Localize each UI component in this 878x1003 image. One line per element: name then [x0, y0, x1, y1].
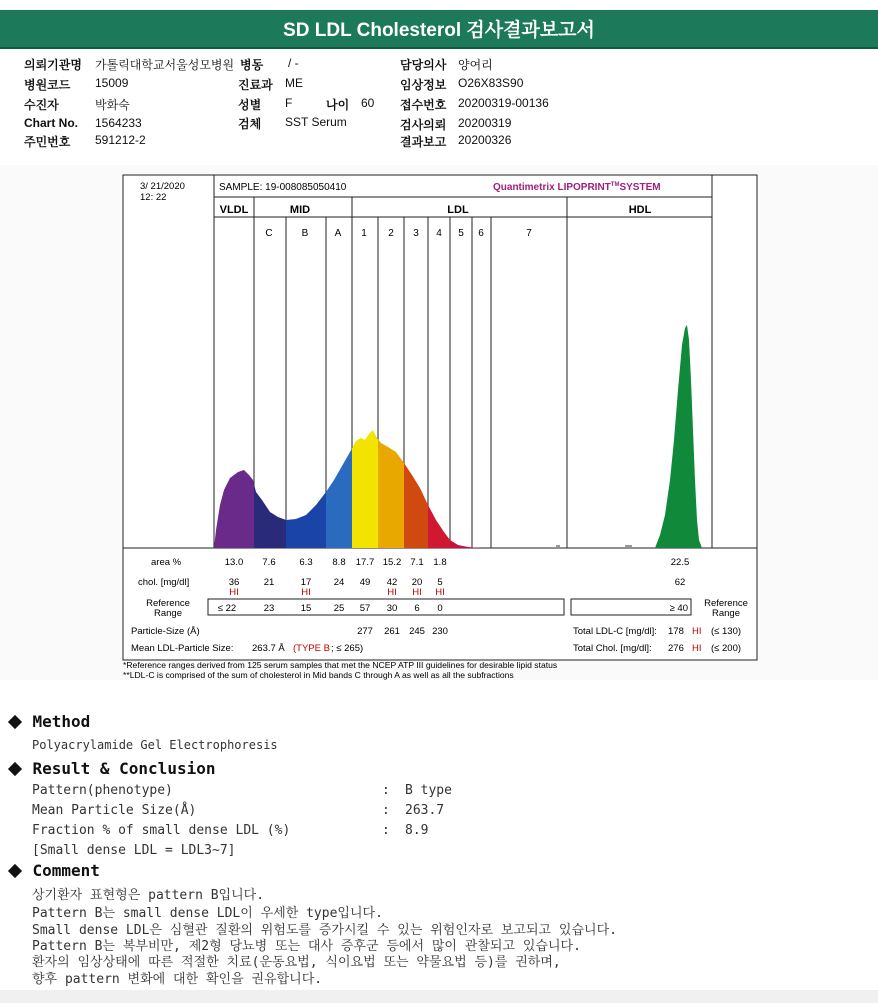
- total-ldl-flag: HI: [692, 626, 702, 637]
- band-label-b: B: [301, 228, 309, 239]
- band-label-a: A: [334, 228, 342, 239]
- chol-b: 17: [300, 577, 312, 588]
- flag-vldl: HI: [229, 587, 239, 598]
- mean-size-label: Mean LDL-Particle Size:: [131, 643, 234, 654]
- particle-4: 230: [432, 626, 448, 637]
- diamond-bullet-icon: [8, 762, 22, 776]
- footnote-1: *Reference ranges derived from 125 serum samples that met the NCEP ATP III guidelines for desirable lipid status: [123, 660, 558, 670]
- flag-4: HI: [435, 587, 445, 598]
- row-label-particle-size: Particle-Size (Å): [131, 626, 200, 637]
- info-label-resident-no: 주민번호: [24, 135, 71, 149]
- result-colon: :: [382, 803, 390, 818]
- info-label-receipt-no: 접수번호: [400, 98, 447, 112]
- info-value-report-date: 20200326: [458, 133, 512, 147]
- ref-c: 23: [263, 603, 275, 614]
- comment-line: Pattern B는 small dense LDL이 우세한 type입니다.: [32, 906, 383, 921]
- result-label-mean-size: Mean Particle Size(Å): [32, 803, 197, 818]
- bottom-strip: [0, 990, 878, 1003]
- row-label-area: area %: [151, 557, 182, 568]
- result-section: [10, 759, 215, 779]
- info-label-specimen: 검체: [238, 117, 262, 131]
- ref-hdl: ≥ 40: [669, 603, 688, 614]
- mean-size-value: 263.7 Å: [252, 643, 285, 654]
- group-mid: MID: [289, 204, 311, 216]
- info-value-hospital-code: 15009: [95, 76, 129, 90]
- info-value-request-date: 20200319: [458, 116, 512, 130]
- info-value-chart-no: 1564233: [95, 116, 142, 130]
- lipoprint-report: [0, 165, 878, 685]
- info-value-doctor: 양여리: [458, 58, 493, 72]
- info-label-ward: 병동: [240, 58, 264, 72]
- footnote-2: **LDL-C is comprised of the sum of cholesterol in Mid bands C through A as well as all the subfractions: [123, 670, 514, 680]
- mean-size-type-tail: ; ≤ 265): [331, 643, 364, 654]
- info-label-report-date: 결과보고: [400, 135, 447, 149]
- chol-3: 20: [411, 577, 423, 588]
- group-hdl: HDL: [628, 204, 652, 216]
- info-label-clinical: 임상정보: [400, 78, 447, 92]
- chol-hdl: 62: [674, 577, 686, 588]
- info-label-sex: 성별: [238, 98, 262, 112]
- info-label-request-date: 검사의뢰: [400, 118, 447, 132]
- chol-c: 21: [263, 577, 275, 588]
- ref-b: 15: [300, 603, 312, 614]
- info-value-patient: 박화숙: [95, 98, 130, 112]
- report-title: SD LDL Cholesterol 검사결과보고서: [283, 20, 595, 41]
- area-2: 15.2: [382, 557, 402, 568]
- mean-size-type: (TYPE B: [293, 643, 330, 654]
- info-label-age: 나이: [326, 98, 350, 112]
- total-ldl-ref: (≤ 130): [711, 626, 742, 637]
- particle-2: 261: [384, 626, 400, 637]
- area-3: 7.1: [410, 557, 424, 568]
- comment-line: Small dense LDL은 심혈관 질환의 위험도를 증가시킬 수 있는 위험인자로 보고되고 있습니다.: [32, 923, 617, 938]
- report-date: 3/ 21/2020: [140, 181, 185, 192]
- info-value-ward: / -: [288, 56, 299, 70]
- info-label-hospital-code: 병원코드: [24, 78, 71, 92]
- diamond-bullet-icon: [8, 715, 22, 729]
- flag-b: HI: [301, 587, 311, 598]
- total-chol-ref: (≤ 200): [711, 643, 742, 654]
- area-c: 7.6: [262, 557, 276, 568]
- result-value-pattern: B type: [405, 783, 452, 798]
- ref-right-line2: Range: [712, 608, 740, 619]
- ref-label-line1: Reference: [146, 598, 190, 609]
- band-label-1: 1: [361, 228, 367, 239]
- area-4: 1.8: [433, 557, 447, 568]
- result-label-pattern: Pattern(phenotype): [32, 783, 173, 798]
- ref-a: 25: [333, 603, 345, 614]
- method-title: Method: [32, 712, 91, 731]
- ref-4: 0: [437, 603, 443, 614]
- ref-3: 6: [414, 603, 420, 614]
- chol-2: 42: [386, 577, 398, 588]
- flag-2: HI: [387, 587, 397, 598]
- particle-3: 245: [409, 626, 425, 637]
- sample-id: SAMPLE: 19-008085050410: [219, 182, 347, 193]
- info-value-age: 60: [361, 96, 375, 110]
- ref-2: 30: [386, 603, 398, 614]
- flag-3: HI: [412, 587, 422, 598]
- total-chol-flag: HI: [692, 643, 702, 654]
- ref-right-line1: Reference: [704, 598, 748, 609]
- total-ldl-value: 178: [668, 626, 684, 637]
- brand-name: [493, 182, 661, 193]
- info-value-receipt-no: 20200319-00136: [458, 96, 549, 110]
- result-title: Result & Conclusion: [32, 759, 216, 778]
- comment-line: 향후 pattern 변화에 대한 확인을 권유합니다.: [32, 972, 323, 987]
- comment-line: Pattern B는 복부비만, 제2형 당뇨병 또는 대사 증후군 등에서 많이 관찰되고 있습니다.: [32, 939, 581, 954]
- brand-tm: TM: [610, 182, 620, 188]
- report-time: 12: 22: [140, 192, 167, 203]
- area-vldl: 13.0: [224, 557, 244, 568]
- info-value-resident-no: 591212-2: [95, 133, 146, 147]
- info-value-department: ME: [285, 76, 303, 90]
- area-b: 6.3: [299, 557, 313, 568]
- info-label-patient: 수진자: [24, 98, 59, 112]
- total-chol-label: Total Chol. [mg/dl]:: [573, 643, 652, 654]
- report-title-bar: [0, 10, 878, 47]
- band-label-2: 2: [388, 228, 394, 239]
- info-label-institution: 의뢰기관명: [24, 58, 82, 72]
- info-value-specimen: SST Serum: [285, 115, 347, 129]
- chol-1: 49: [359, 577, 371, 588]
- method-body: Polyacrylamide Gel Electrophoresis: [32, 738, 278, 752]
- method-section: [10, 712, 90, 732]
- ref-label-line2: Range: [154, 608, 182, 619]
- info-value-institution: 가톨릭대학교서울성모병원: [95, 58, 235, 72]
- band-label-5: 5: [458, 228, 464, 239]
- chol-a: 24: [333, 577, 345, 588]
- info-label-doctor: 담당의사: [400, 58, 447, 72]
- total-ldl-label: Total LDL-C [mg/dl]:: [573, 626, 657, 637]
- info-label-chart-no: Chart No.: [24, 116, 78, 130]
- area-hdl: 22.5: [670, 557, 690, 568]
- band-label-c: C: [265, 228, 273, 239]
- comment-section: [10, 861, 100, 881]
- row-label-chol: chol. [mg/dl]: [138, 577, 190, 588]
- chol-4: 5: [437, 577, 443, 588]
- title-divider: [0, 47, 878, 49]
- result-colon: :: [382, 783, 390, 798]
- area-a: 8.8: [332, 557, 346, 568]
- result-label-fraction: Fraction % of small dense LDL (%): [32, 823, 291, 838]
- result-colon: :: [382, 823, 390, 838]
- ref-vldl: ≤ 22: [217, 603, 237, 614]
- comment-line: 환자의 임상상태에 따른 적절한 치료(운동요법, 식이요법 또는 약물요법 등)를 권하며,: [32, 955, 561, 970]
- total-chol-value: 276: [668, 643, 684, 654]
- band-label-3: 3: [413, 228, 419, 239]
- brand-text: Quantimetrix LIPOPRINT: [493, 182, 611, 193]
- area-1: 17.7: [355, 557, 375, 568]
- info-value-sex: F: [285, 96, 293, 110]
- band-label-6: 6: [478, 228, 484, 239]
- brand-suffix: SYSTEM: [619, 182, 661, 193]
- diamond-bullet-icon: [8, 864, 22, 878]
- group-ldl: LDL: [447, 204, 469, 216]
- chol-vldl: 36: [228, 577, 240, 588]
- ref-1: 57: [359, 603, 371, 614]
- comment-line: 상기환자 표현형은 pattern B입니다.: [32, 888, 265, 903]
- result-value-mean-size: 263.7: [405, 803, 445, 818]
- band-label-4: 4: [436, 228, 442, 239]
- info-value-clinical: O26X83S90: [458, 76, 524, 90]
- result-value-fraction: 8.9: [405, 823, 429, 838]
- band-label-7: 7: [526, 228, 532, 239]
- result-note: [Small dense LDL = LDL3~7]: [32, 843, 236, 858]
- comment-title: Comment: [32, 861, 100, 880]
- info-label-department: 진료과: [238, 78, 273, 92]
- particle-1: 277: [357, 626, 373, 637]
- group-vldl: VLDL: [219, 204, 249, 216]
